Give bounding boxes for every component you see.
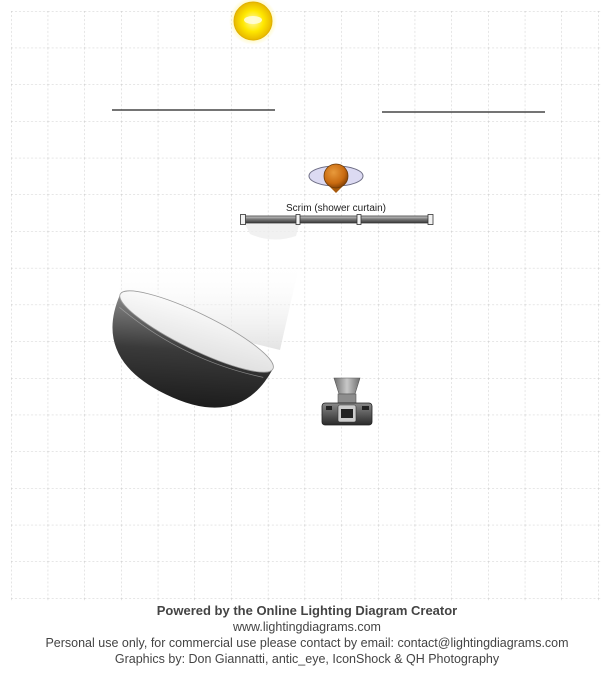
scrim-label: Scrim (shower curtain) [285, 203, 387, 214]
footer-website: www.lightingdiagrams.com [233, 620, 381, 634]
footer-title: Powered by the Online Lighting Diagram Creator [156, 603, 458, 618]
footer [0, 603, 614, 667]
footer-license: Personal use only, for commercial use please contact by email: contact@lightingdiagrams.com [45, 636, 569, 650]
footer-credits: Graphics by: Don Giannatti, antic_eye, IconShock & QH Photography [114, 652, 500, 666]
grid-background [11, 11, 601, 601]
scrim-icon[interactable] [241, 215, 434, 225]
